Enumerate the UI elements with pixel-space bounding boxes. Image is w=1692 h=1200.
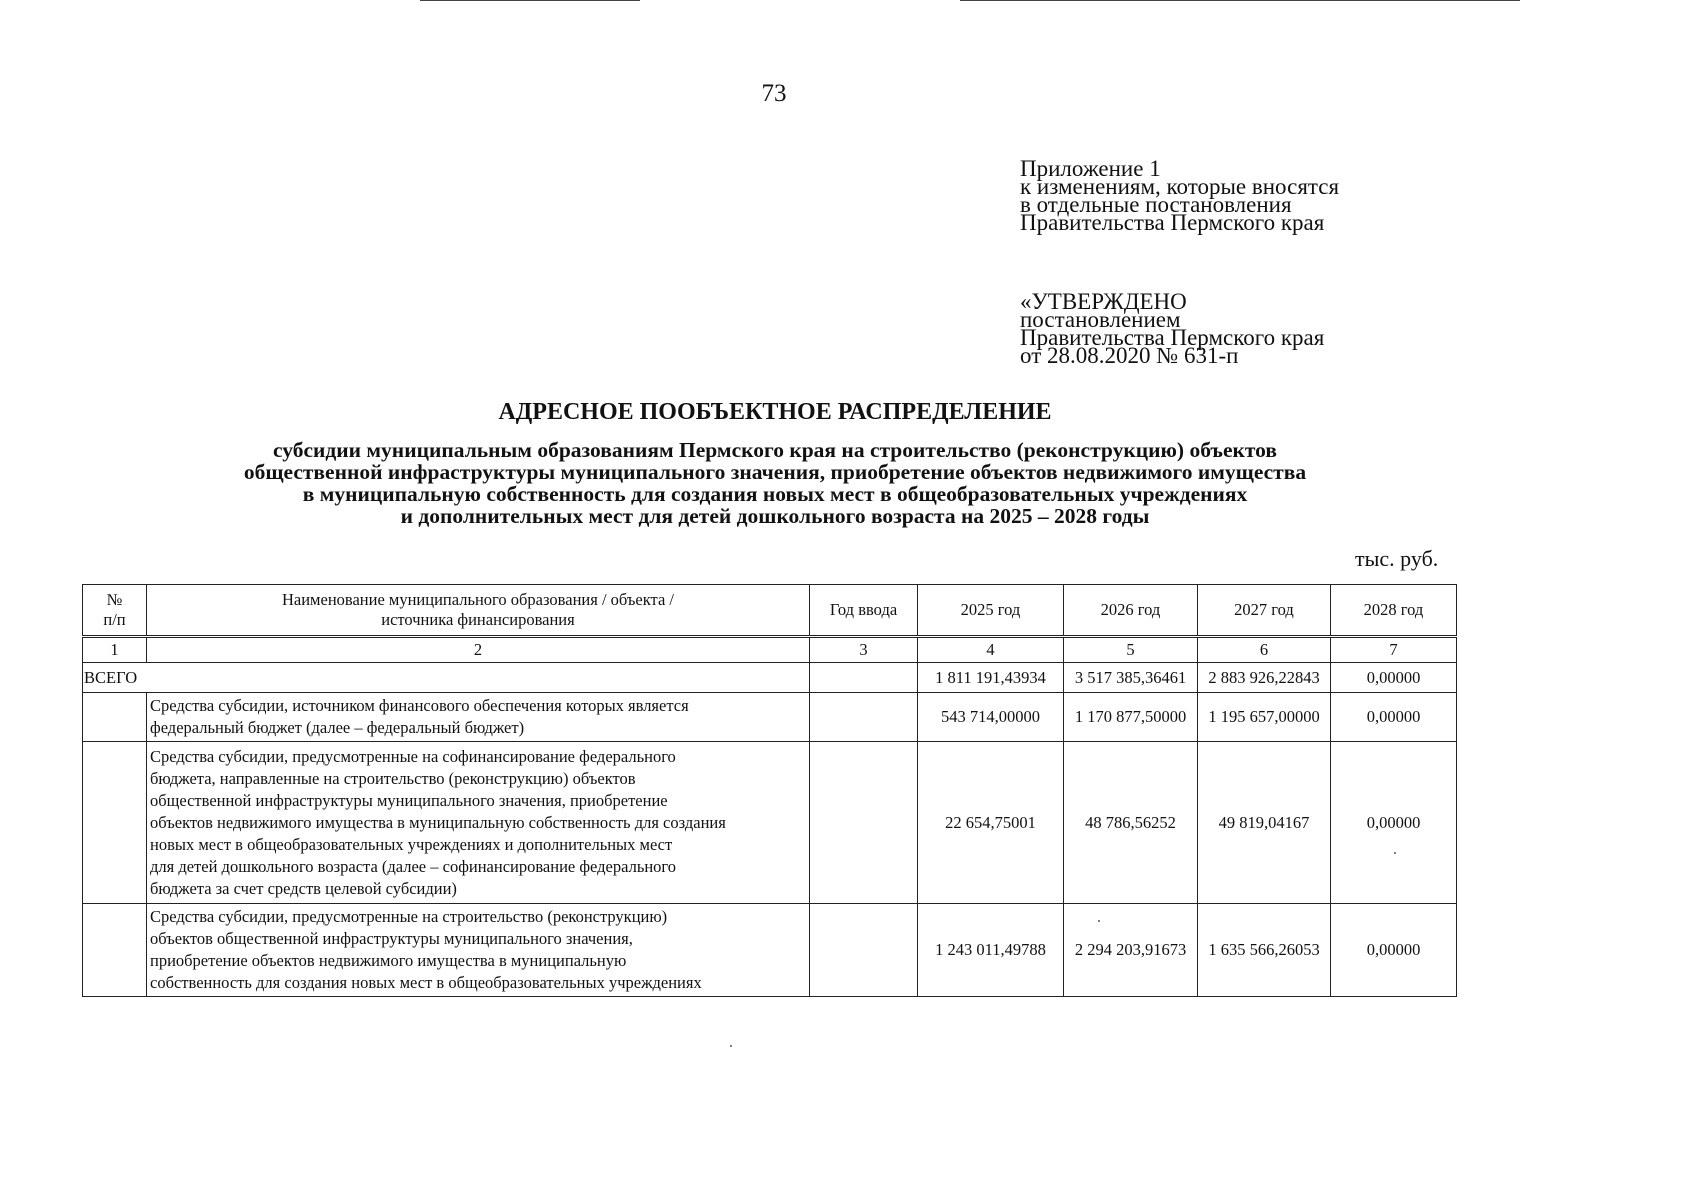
- document-title: АДРЕСНОЕ ПООБЪЕКТНОЕ РАСПРЕДЕЛЕНИЕ: [498, 399, 1052, 425]
- column-number: 5: [1064, 637, 1198, 663]
- row-number: [83, 742, 147, 904]
- header-2026: 2026 год: [1064, 585, 1198, 637]
- row-name-line: объектов недвижимого имущества в муниципальную собственность для создания: [150, 812, 726, 832]
- row-name-line: объектов общественной инфраструктуры муниципального значения,: [150, 929, 633, 948]
- total-2028: 0,00000: [1331, 663, 1457, 693]
- row-2026: 1 170 877,50000: [1064, 693, 1198, 742]
- row-name-line: Средства субсидии, источником финансового обеспечения которых является: [150, 696, 689, 715]
- header-year-of-commissioning: Год ввода: [810, 585, 918, 637]
- column-number: 4: [918, 637, 1064, 663]
- header-name: [147, 585, 810, 637]
- row-name-line: бюджета, направленные на строительство (реконструкцию) объектов: [150, 768, 636, 788]
- row-year: [810, 693, 918, 742]
- total-2027: 2 883 926,22843: [1198, 663, 1331, 693]
- subtitle-line: и дополнительных мест для детей дошкольного возраста на 2025 – 2028 годы: [400, 504, 1150, 528]
- approval-line: Правительства Пермского края: [1020, 325, 1325, 350]
- header-2025: 2025 год: [918, 585, 1064, 637]
- row-name-line: приобретение объектов недвижимого имущества в муниципальную: [150, 951, 627, 970]
- total-2025: 1 811 191,43934: [918, 663, 1064, 693]
- column-number: 3: [810, 637, 918, 663]
- appendix-line: Приложение 1: [1020, 156, 1161, 181]
- appendix-block: [1020, 156, 1340, 235]
- header-text: п/п: [103, 610, 126, 629]
- row-2026: 2 294 203,91673: [1064, 904, 1198, 997]
- subtitle-line: общественной инфраструктуры муниципального значения, приобретение объектов недвижимого имущества: [243, 460, 1307, 484]
- header-text: Наименование муниципального образования / объекта /: [281, 590, 674, 609]
- row-2025: 22 654,75001: [918, 742, 1064, 904]
- appendix-line: в отдельные постановления: [1020, 192, 1292, 217]
- row-2027: 1 195 657,00000: [1198, 693, 1331, 742]
- column-number-row: [83, 637, 1457, 663]
- column-number: 6: [1198, 637, 1331, 663]
- column-number: 7: [1331, 637, 1457, 663]
- row-name: [147, 904, 810, 997]
- table-row: [83, 904, 1457, 997]
- row-2028: 0,00000: [1331, 904, 1457, 997]
- row-year: [810, 742, 918, 904]
- row-number: [83, 693, 147, 742]
- row-name-line: собственность для создания новых мест в общеобразовательных учреждениях: [150, 973, 702, 992]
- row-2027: 49 819,04167: [1198, 742, 1331, 904]
- row-name-line: Средства субсидии, предусмотренные на софинансирование федерального: [150, 746, 676, 766]
- row-name-line: для детей дошкольного возраста (далее – софинансирование федерального: [150, 856, 677, 876]
- units-label: тыс. руб.: [1355, 546, 1439, 571]
- row-year: [810, 904, 918, 997]
- column-number: 2: [147, 637, 810, 663]
- page-number: 73: [761, 80, 787, 107]
- scan-edge-line: [420, 0, 640, 1]
- header-text: источника финансирования: [381, 610, 575, 629]
- row-2025: 543 714,00000: [918, 693, 1064, 742]
- column-number: 1: [83, 637, 147, 663]
- header-2028: 2028 год: [1331, 585, 1457, 637]
- approval-line: «УТВЕРЖДЕНО: [1020, 289, 1187, 314]
- scan-speck: [730, 1045, 732, 1047]
- row-name-line: новых мест в общеобразовательных учреждениях и дополнительных мест: [150, 834, 673, 854]
- row-2027: 1 635 566,26053: [1198, 904, 1331, 997]
- distribution-table: [82, 584, 1457, 997]
- total-2026: 3 517 385,36461: [1064, 663, 1198, 693]
- document-subtitle: [0, 439, 1550, 527]
- total-label: ВСЕГО: [83, 663, 810, 693]
- row-name-line: общественной инфраструктуры муниципального значения, приобретение: [150, 790, 668, 810]
- row-2028: 0,00000: [1331, 693, 1457, 742]
- table-row: [83, 742, 1457, 904]
- header-text: №: [106, 590, 123, 609]
- appendix-line: к изменениям, которые вносятся: [1020, 174, 1340, 199]
- row-name: [147, 693, 810, 742]
- header-number: [83, 585, 147, 637]
- row-2026: 48 786,56252: [1064, 742, 1198, 904]
- row-name: [147, 742, 810, 904]
- row-name-line: Средства субсидии, предусмотренные на строительство (реконструкцию): [150, 907, 668, 926]
- scan-edge-line: [960, 0, 1520, 1]
- total-row: [83, 663, 1457, 693]
- row-number: [83, 904, 147, 997]
- subtitle-line: в муниципальную собственность для создания новых мест в общеобразовательных учреждениях: [302, 482, 1248, 506]
- approval-line: от 28.08.2020 № 631-п: [1020, 343, 1239, 368]
- total-year: [810, 663, 918, 693]
- table-header-row: [83, 585, 1457, 637]
- approval-block: [1020, 289, 1325, 368]
- approval-line: постановлением: [1020, 307, 1181, 332]
- header-2027: 2027 год: [1198, 585, 1331, 637]
- table-row: [83, 693, 1457, 742]
- appendix-line: Правительства Пермского края: [1020, 210, 1325, 235]
- row-2025: 1 243 011,49788: [918, 904, 1064, 997]
- row-name-line: федеральный бюджет (далее – федеральный бюджет): [150, 718, 525, 737]
- subtitle-line: субсидии муниципальным образованиям Пермского края на строительство (реконструкцию) объектов: [272, 438, 1277, 462]
- row-2028: 0,00000: [1331, 742, 1457, 904]
- row-name-line: бюджета за счет средств целевой субсидии): [150, 878, 457, 898]
